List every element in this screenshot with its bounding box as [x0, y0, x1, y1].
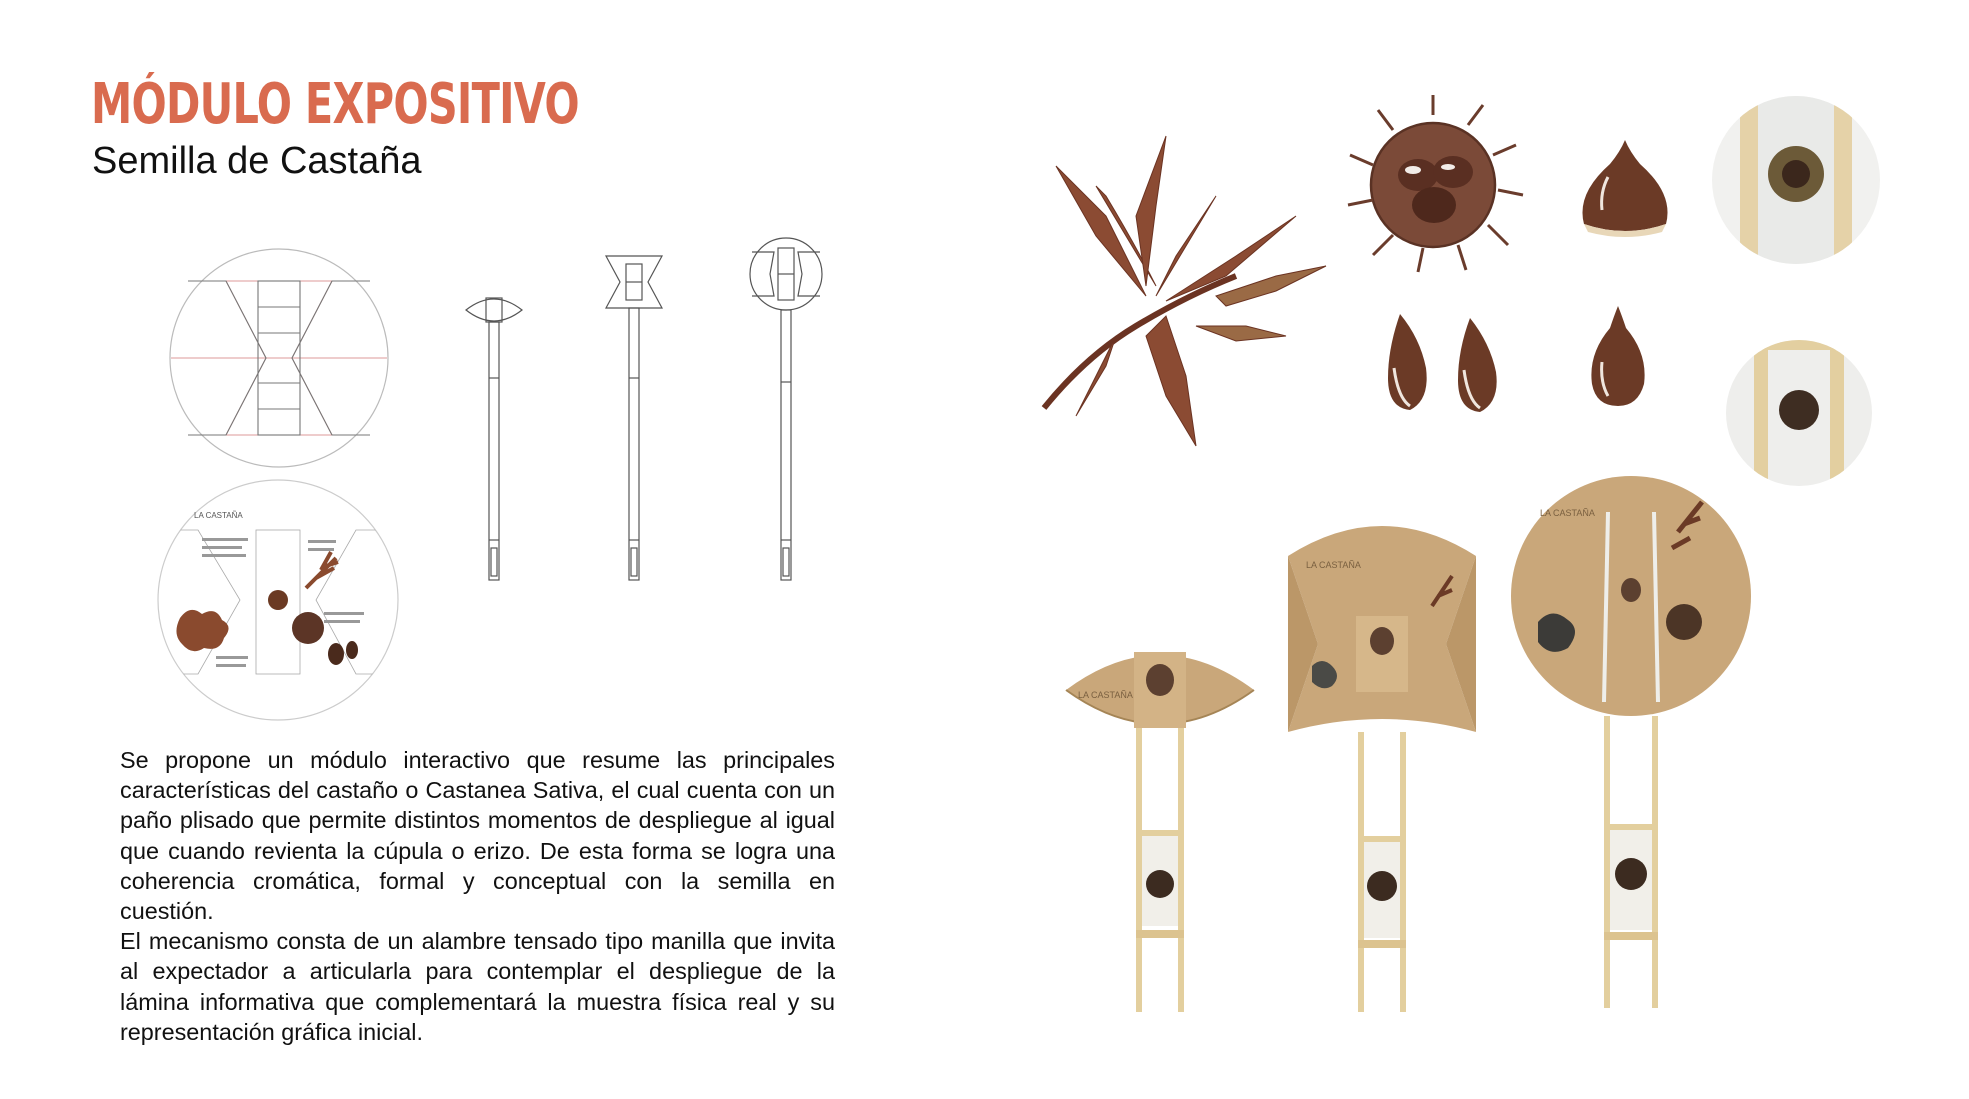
- info-panel-illustration: [156, 478, 400, 722]
- stand-detail-photo-top: [1710, 94, 1882, 266]
- chestnut-seed-illustration: [1570, 132, 1680, 242]
- stand-drawing-closed: [460, 290, 528, 585]
- page-subtitle: Semilla de Castaña: [92, 140, 422, 182]
- chestnut-branch-illustration: [1036, 126, 1336, 456]
- description-paragraph-2: El mecanismo consta de un alambre tensado tipo manilla que invita al expectador a articularla para contemplar el despliegue de la lámina informativa que complementará la muestra física real y su representación gráfica inicial.: [120, 928, 835, 1045]
- stand-2-heading: LA CASTAÑA: [1306, 560, 1361, 570]
- chestnut-burr-illustration: [1338, 90, 1528, 275]
- panel-heading: LA CASTAÑA: [194, 511, 243, 520]
- stand-photo-closed: [1062, 640, 1258, 1020]
- stand-1-heading: LA CASTAÑA: [1078, 690, 1133, 700]
- panel-technical-drawing: [166, 245, 392, 471]
- description-paragraph-1: Se propone un módulo interactivo que resume las principales características del castaño o Castanea Sativa, el cual cuenta con un paño plisado que permite distintos momentos de despliegue al igual que cuando revienta la cúpula o erizo. De esta forma se logra una coherencia cromática, formal y conceptual con la semilla en cuestión.: [120, 747, 835, 925]
- stand-photo-open: [1508, 472, 1754, 1012]
- chestnut-halves-illustration: [1380, 308, 1510, 418]
- stand-photo-half-open: [1282, 516, 1482, 1016]
- chestnut-seed-small-illustration: [1586, 302, 1650, 412]
- stand-3-heading: LA CASTAÑA: [1540, 508, 1595, 518]
- description: [120, 745, 835, 1047]
- stand-drawing-half-open: [600, 250, 668, 585]
- stand-detail-photo-bottom: [1724, 338, 1874, 488]
- page-title: MÓDULO EXPOSITIVO: [91, 72, 579, 137]
- stand-drawing-open: [734, 234, 838, 586]
